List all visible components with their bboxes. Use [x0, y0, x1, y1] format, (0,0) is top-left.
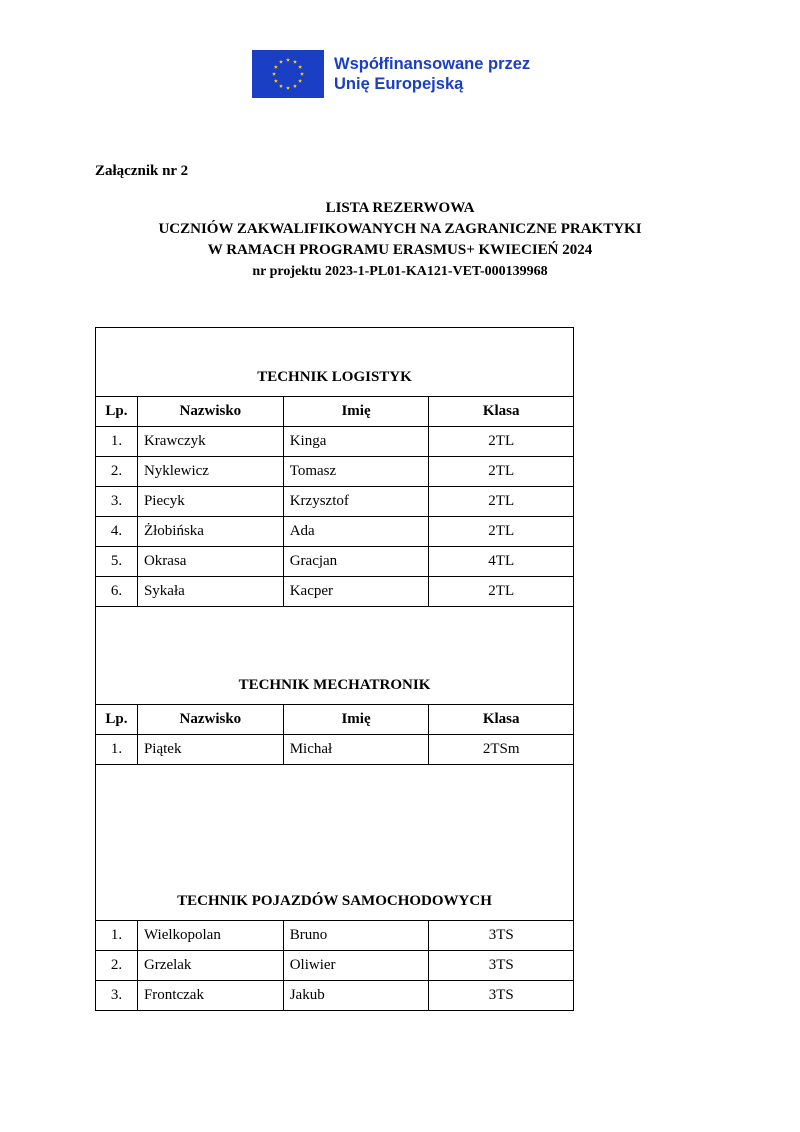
surname-cell: Okrasa: [137, 547, 283, 577]
section-header: [96, 328, 574, 397]
logo-text: [334, 54, 530, 94]
class-cell: 2TSm: [429, 735, 574, 765]
surname-cell: Nyklewicz: [137, 457, 283, 487]
row-number: 4.: [96, 517, 138, 547]
class-cell: 4TL: [429, 547, 574, 577]
class-cell: 2TL: [429, 427, 574, 457]
first-name-cell: Kacper: [283, 577, 429, 607]
column-header: Lp.: [96, 397, 138, 427]
column-header: Nazwisko: [137, 397, 283, 427]
first-name-cell: Krzysztof: [283, 487, 429, 517]
title-line-1: LISTA REZERWOWA: [325, 200, 475, 216]
class-cell: 2TL: [429, 517, 574, 547]
first-name-cell: Oliwier: [283, 951, 429, 981]
column-header: Lp.: [96, 705, 138, 735]
row-number: 2.: [96, 951, 138, 981]
column-header: Nazwisko: [137, 705, 283, 735]
row-number: 3.: [96, 981, 138, 1011]
logo-line-1: Współfinansowane przez: [334, 55, 531, 73]
table-row: [96, 517, 574, 547]
reserve-list-table: [95, 327, 574, 1011]
table-row: [96, 577, 574, 607]
eu-flag-icon: [252, 50, 324, 98]
surname-cell: Wielkopolan: [137, 921, 283, 951]
logo-line-2: Unię Europejską: [334, 75, 464, 93]
class-cell: 2TL: [429, 577, 574, 607]
table-row: [96, 427, 574, 457]
surname-cell: Krawczyk: [137, 427, 283, 457]
class-cell: 3TS: [429, 921, 574, 951]
column-header: Klasa: [429, 397, 574, 427]
class-cell: 3TS: [429, 981, 574, 1011]
title-line-2: UCZNIÓW ZAKWALIFIKOWANYCH NA ZAGRANICZNE PRAKTYKI: [158, 221, 642, 237]
table-row: [96, 951, 574, 981]
row-number: 3.: [96, 487, 138, 517]
class-cell: 2TL: [429, 457, 574, 487]
annex-label: Załącznik nr 2: [95, 163, 189, 179]
surname-cell: Frontczak: [137, 981, 283, 1011]
column-header-row: [96, 397, 574, 427]
surname-cell: Piątek: [137, 735, 283, 765]
row-number: 1.: [96, 735, 138, 765]
title-line-3: W RAMACH PROGRAMU ERASMUS+ KWIECIEŃ 2024: [207, 242, 593, 258]
table-row: [96, 735, 574, 765]
column-header-row: [96, 705, 574, 735]
first-name-cell: Ada: [283, 517, 429, 547]
table-row: [96, 487, 574, 517]
row-number: 6.: [96, 577, 138, 607]
table-row: [96, 457, 574, 487]
surname-cell: Grzelak: [137, 951, 283, 981]
row-number: 1.: [96, 921, 138, 951]
eu-cofunding-logo: [252, 50, 530, 98]
document-title: [0, 198, 800, 282]
surname-cell: Sykała: [137, 577, 283, 607]
first-name-cell: Kinga: [283, 427, 429, 457]
first-name-cell: Bruno: [283, 921, 429, 951]
section-title: TECHNIK MECHATRONIK: [96, 607, 574, 705]
table-row: [96, 547, 574, 577]
first-name-cell: Tomasz: [283, 457, 429, 487]
project-number: nr projektu 2023-1-PL01-KA121-VET-000139968: [252, 264, 548, 279]
column-header: Imię: [283, 705, 429, 735]
first-name-cell: Michał: [283, 735, 429, 765]
section-title: TECHNIK LOGISTYK: [96, 328, 574, 397]
row-number: 2.: [96, 457, 138, 487]
class-cell: 2TL: [429, 487, 574, 517]
section-title: TECHNIK POJAZDÓW SAMOCHODOWYCH: [96, 765, 574, 921]
row-number: 1.: [96, 427, 138, 457]
first-name-cell: Jakub: [283, 981, 429, 1011]
surname-cell: Piecyk: [137, 487, 283, 517]
first-name-cell: Gracjan: [283, 547, 429, 577]
column-header: Klasa: [429, 705, 574, 735]
row-number: 5.: [96, 547, 138, 577]
column-header: Imię: [283, 397, 429, 427]
table-row: [96, 981, 574, 1011]
section-header: [96, 607, 574, 705]
section-header: [96, 765, 574, 921]
table-row: [96, 921, 574, 951]
class-cell: 3TS: [429, 951, 574, 981]
surname-cell: Żłobińska: [137, 517, 283, 547]
